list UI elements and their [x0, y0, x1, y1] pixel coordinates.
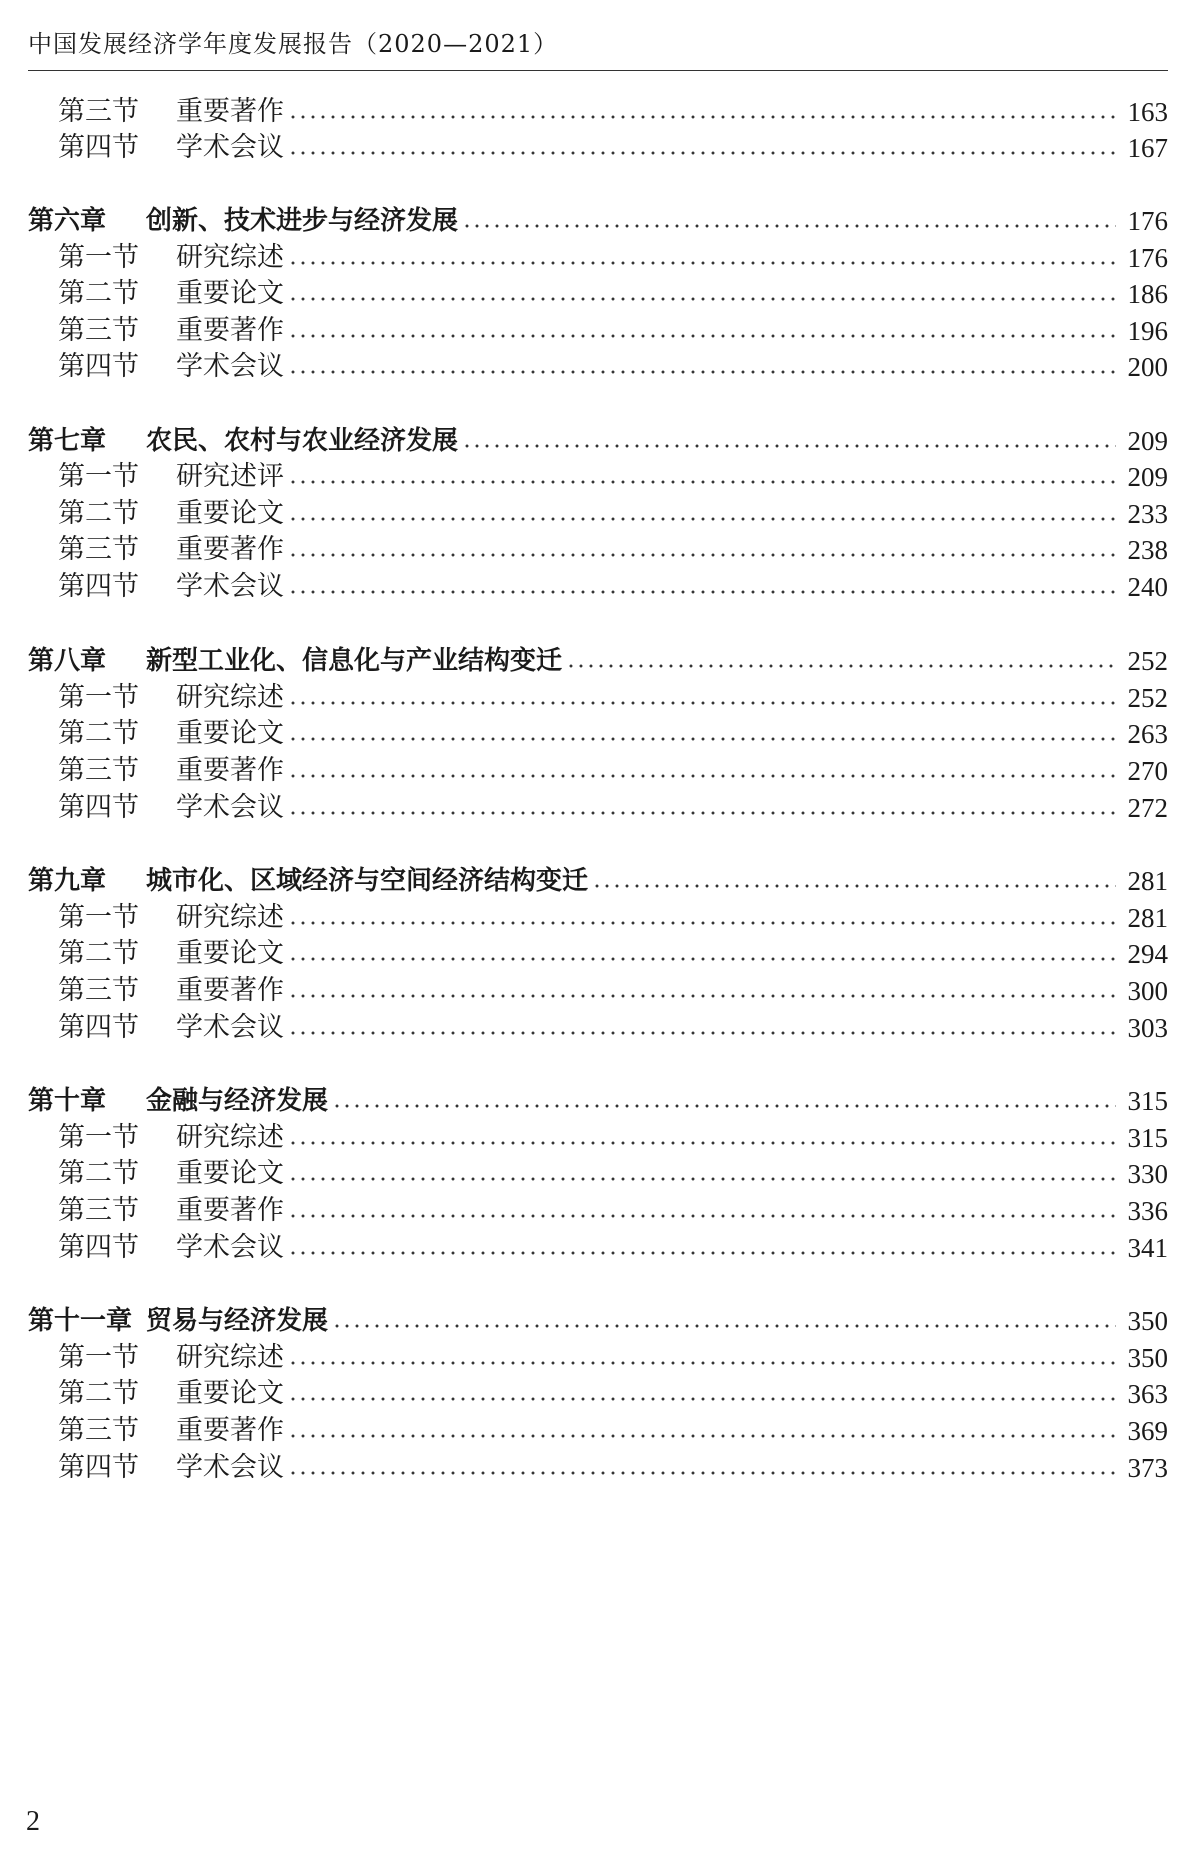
dot-leader [288, 297, 1116, 301]
toc-section-row[interactable] [28, 751, 1168, 791]
toc-section-row[interactable] [28, 1008, 1168, 1048]
toc-chapter-row[interactable] [28, 861, 1168, 901]
page-reference: 167 [1127, 133, 1168, 163]
section-number: 第三节 [58, 96, 139, 127]
dot-leader [288, 1471, 1116, 1475]
toc-section-row[interactable] [28, 530, 1168, 570]
section-title: 学术会议 [176, 1012, 284, 1043]
chapter-title: 创新、技术进步与经济发展 [146, 206, 459, 236]
page-reference: 176 [1127, 206, 1168, 236]
toc-section-row[interactable] [28, 898, 1168, 938]
section-number: 第三节 [58, 755, 139, 786]
running-header: 中国发展经济学年度发展报告（2020—2021） [28, 30, 559, 58]
page-reference: 363 [1127, 1379, 1168, 1409]
section-number: 第一节 [58, 242, 139, 273]
page-reference: 350 [1127, 1306, 1168, 1336]
dot-leader [288, 334, 1116, 338]
toc-section-row[interactable] [28, 238, 1168, 278]
toc-section-row[interactable] [28, 788, 1168, 828]
section-number: 第三节 [58, 534, 139, 565]
section-title: 学术会议 [176, 132, 284, 163]
section-title: 学术会议 [176, 1452, 284, 1483]
chapter-number: 第十一章 [28, 1306, 133, 1336]
toc-section-row[interactable] [28, 1338, 1168, 1378]
dot-leader [288, 553, 1116, 557]
toc-section-row[interactable] [28, 1411, 1168, 1451]
page-reference: 163 [1127, 97, 1168, 127]
section-number: 第四节 [58, 1232, 139, 1263]
section-number: 第三节 [58, 1415, 139, 1446]
page-reference: 373 [1127, 1453, 1168, 1483]
dot-leader [288, 115, 1116, 119]
section-number: 第四节 [58, 1452, 139, 1483]
dot-leader [332, 1324, 1116, 1328]
section-number: 第四节 [58, 351, 139, 382]
dot-leader [288, 701, 1116, 705]
section-title: 学术会议 [176, 351, 284, 382]
toc-section-row[interactable] [28, 494, 1168, 534]
page-reference: 303 [1127, 1013, 1168, 1043]
page-reference: 330 [1127, 1159, 1168, 1189]
toc-section-row[interactable] [28, 311, 1168, 351]
section-title: 重要著作 [176, 975, 284, 1006]
dot-leader [288, 1177, 1116, 1181]
toc-chapter-row[interactable] [28, 641, 1168, 681]
dot-leader [288, 921, 1116, 925]
dot-leader [288, 517, 1116, 521]
dot-leader [288, 480, 1116, 484]
page-reference: 350 [1127, 1343, 1168, 1373]
dot-leader [288, 1434, 1116, 1438]
toc-section-row[interactable] [28, 1228, 1168, 1268]
page-reference: 238 [1127, 535, 1168, 565]
page-reference: 281 [1127, 866, 1168, 896]
toc-section-row[interactable] [28, 1118, 1168, 1158]
page-reference: 263 [1127, 719, 1168, 749]
page-reference: 252 [1127, 683, 1168, 713]
toc-section-row[interactable] [28, 678, 1168, 718]
chapter-number: 第八章 [28, 646, 107, 676]
chapter-number: 第九章 [28, 866, 107, 896]
section-title: 学术会议 [176, 1232, 284, 1263]
dot-leader [288, 370, 1116, 374]
section-title: 研究综述 [176, 1122, 284, 1153]
page-reference: 240 [1127, 572, 1168, 602]
section-number: 第一节 [58, 1122, 139, 1153]
dot-leader [288, 1031, 1116, 1035]
section-title: 重要著作 [176, 534, 284, 565]
dot-leader [462, 444, 1116, 448]
section-title: 重要著作 [176, 755, 284, 786]
section-title: 研究综述 [176, 682, 284, 713]
section-title: 研究综述 [176, 1342, 284, 1373]
dot-leader [288, 811, 1116, 815]
toc-chapter-row[interactable] [28, 421, 1168, 461]
dot-leader [592, 884, 1116, 888]
section-number: 第二节 [58, 1378, 139, 1409]
section-number: 第一节 [58, 1342, 139, 1373]
page-reference: 209 [1127, 426, 1168, 456]
page-reference: 186 [1127, 279, 1168, 309]
toc-section-row[interactable] [28, 347, 1168, 387]
section-number: 第一节 [58, 461, 139, 492]
page-reference: 200 [1127, 352, 1168, 382]
section-title: 研究综述 [176, 902, 284, 933]
section-title: 研究综述 [176, 242, 284, 273]
section-number: 第二节 [58, 498, 139, 529]
section-title: 重要论文 [176, 498, 284, 529]
page-reference: 341 [1127, 1233, 1168, 1263]
dot-leader [288, 774, 1116, 778]
section-title: 重要论文 [176, 938, 284, 969]
section-title: 重要论文 [176, 278, 284, 309]
page-reference: 315 [1127, 1086, 1168, 1116]
dot-leader [288, 590, 1116, 594]
toc-section-row[interactable] [28, 1374, 1168, 1414]
dot-leader [288, 1361, 1116, 1365]
section-number: 第四节 [58, 792, 139, 823]
toc-section-row[interactable] [28, 128, 1168, 168]
toc-section-row[interactable] [28, 934, 1168, 974]
dot-leader [288, 1141, 1116, 1145]
dot-leader [288, 957, 1116, 961]
section-number: 第三节 [58, 315, 139, 346]
toc-section-row[interactable] [28, 1154, 1168, 1194]
section-title: 重要论文 [176, 718, 284, 749]
page-reference: 176 [1127, 243, 1168, 273]
dot-leader [566, 664, 1116, 668]
toc-section-row[interactable] [28, 457, 1168, 497]
page-reference: 369 [1127, 1416, 1168, 1446]
page-number: 2 [26, 1806, 40, 1837]
chapter-title: 农民、农村与农业经济发展 [146, 426, 459, 456]
chapter-number: 第七章 [28, 426, 107, 456]
toc-section-row[interactable] [28, 274, 1168, 314]
section-number: 第二节 [58, 278, 139, 309]
section-number: 第一节 [58, 902, 139, 933]
toc-section-row[interactable] [28, 714, 1168, 754]
toc-section-row[interactable] [28, 1448, 1168, 1488]
dot-leader [332, 1104, 1116, 1108]
toc-chapter-row[interactable] [28, 1301, 1168, 1341]
page-reference: 209 [1127, 462, 1168, 492]
section-number: 第二节 [58, 938, 139, 969]
chapter-number: 第六章 [28, 206, 107, 236]
dot-leader [288, 151, 1116, 155]
section-number: 第四节 [58, 1012, 139, 1043]
page-reference: 294 [1127, 939, 1168, 969]
dot-leader [288, 261, 1116, 265]
section-number: 第四节 [58, 571, 139, 602]
page-reference: 336 [1127, 1196, 1168, 1226]
section-number: 第三节 [58, 975, 139, 1006]
section-title: 重要论文 [176, 1378, 284, 1409]
chapter-number: 第十章 [28, 1086, 107, 1116]
dot-leader [288, 1214, 1116, 1218]
section-title: 学术会议 [176, 571, 284, 602]
toc-section-row[interactable] [28, 567, 1168, 607]
page-reference: 272 [1127, 793, 1168, 823]
chapter-title: 新型工业化、信息化与产业结构变迁 [146, 646, 563, 676]
page-reference: 233 [1127, 499, 1168, 529]
page-reference: 196 [1127, 316, 1168, 346]
dot-leader [288, 737, 1116, 741]
chapter-title: 贸易与经济发展 [146, 1306, 329, 1336]
section-number: 第二节 [58, 1158, 139, 1189]
toc-section-row[interactable] [28, 1191, 1168, 1231]
page-reference: 252 [1127, 646, 1168, 676]
section-number: 第一节 [58, 682, 139, 713]
section-title: 重要著作 [176, 315, 284, 346]
section-number: 第二节 [58, 718, 139, 749]
section-number: 第四节 [58, 132, 139, 163]
section-title: 学术会议 [176, 792, 284, 823]
section-title: 重要著作 [176, 1195, 284, 1226]
dot-leader [288, 994, 1116, 998]
toc-chapter-row[interactable] [28, 1081, 1168, 1121]
section-title: 重要著作 [176, 1415, 284, 1446]
dot-leader [462, 224, 1116, 228]
section-title: 重要著作 [176, 96, 284, 127]
section-number: 第三节 [58, 1195, 139, 1226]
toc-section-row[interactable] [28, 971, 1168, 1011]
section-title: 研究述评 [176, 461, 284, 492]
toc-section-row[interactable] [28, 92, 1168, 132]
dot-leader [288, 1251, 1116, 1255]
chapter-title: 城市化、区域经济与空间经济结构变迁 [146, 866, 589, 896]
dot-leader [288, 1397, 1116, 1401]
chapter-title: 金融与经济发展 [146, 1086, 329, 1116]
page-reference: 300 [1127, 976, 1168, 1006]
page-reference: 281 [1127, 903, 1168, 933]
page-reference: 315 [1127, 1123, 1168, 1153]
page-reference: 270 [1127, 756, 1168, 786]
section-title: 重要论文 [176, 1158, 284, 1189]
toc-chapter-row[interactable] [28, 201, 1168, 241]
